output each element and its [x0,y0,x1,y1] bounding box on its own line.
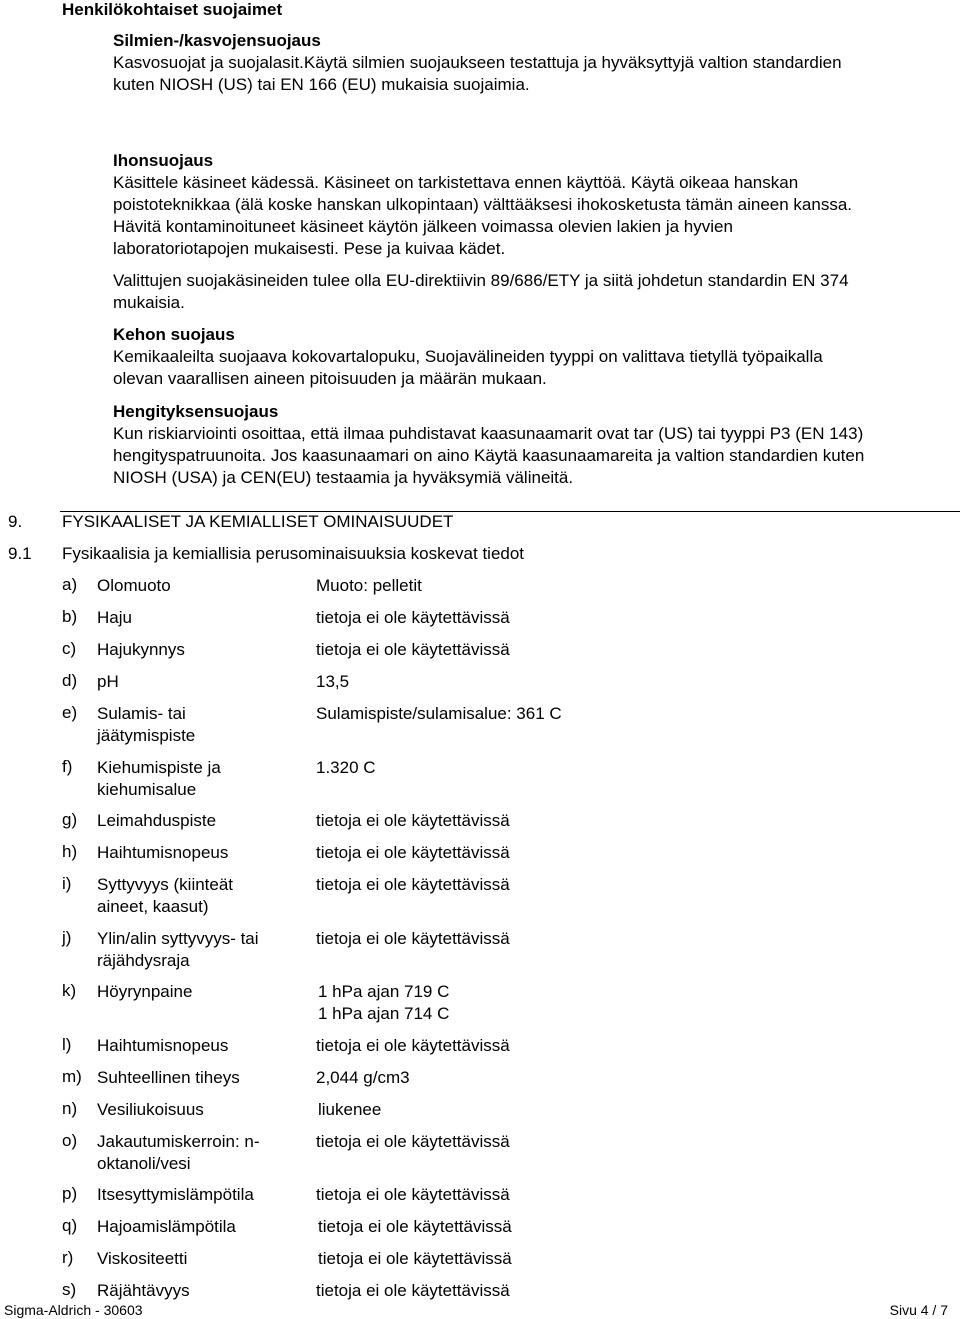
row-value: tietoja ei ole käytettävissä [316,640,510,659]
text-line: Käsittele käsineet kädessä. Käsineet on tarkistettava ennen käyttöä. Käytä oikeaa hanskan [113,173,799,192]
row-label: Jakautumiskerroin: n-oktanoli/vesi [97,1132,260,1173]
row-letter: g) [62,810,78,829]
row-letter: f) [62,757,73,776]
row-label: Syttyvyys (kiinteät aineet, kaasut) [97,875,234,916]
row-value: Muoto: pelletit [316,576,422,595]
row-label: Olomuoto [97,576,171,595]
text-line: Kasvosuojat ja suojalasit.Käytä silmien suojaukseen testattuja ja hyväksyttyjä valtion standardien [113,53,842,72]
footer-page-number: Sivu 4 / 7 [889,1302,948,1318]
row-label: Ylin/alin syttyvyys- tai räjähdysraja [97,929,259,970]
row-letter: l) [62,1035,72,1054]
row-value: tietoja ei ole käytettävissä [316,929,510,948]
row-label: Räjähtävyys [97,1281,190,1300]
subsection-number: 9.1 [8,544,32,563]
row-label: Suhteellinen tiheys [97,1068,240,1087]
row-letter: e) [62,703,78,722]
row-letter: k) [62,981,77,1000]
row-letter: m) [62,1067,82,1086]
row-label: Kiehumispiste ja kiehumisalue [97,758,221,799]
row-letter: c) [62,639,77,658]
row-label: pH [97,672,119,691]
text-line: laboratoriotapojen mukaisesti. Pese ja kuivaa kädet. [113,239,506,258]
text-line: hengityspatruunoita. Jos kaasunaamari on aino Käytä kaasunaamareita ja valtion standardien kuten [113,446,865,465]
row-value: tietoja ei ole käytettävissä [316,1185,510,1204]
row-value: tietoja ei ole käytettävissä [316,1281,510,1300]
row-letter: i) [62,874,72,893]
text-line: mukaisia. [113,293,185,312]
row-label: Höyrynpaine [97,982,193,1001]
row-label: Vesiliukoisuus [97,1100,204,1119]
row-value: tietoja ei ole käytettävissä [316,875,510,894]
row-letter: s) [62,1280,77,1299]
row-label: Hajukynnys [97,640,185,659]
row-letter: d) [62,671,78,690]
ppe-heading: Henkilökohtaiset suojaimet [62,0,283,19]
row-value: tietoja ei ole käytettävissä [316,608,510,627]
text-line: poistoteknikkaa (älä koske hanskan ulkopintaan) välttääksesi ihokosketusta tämän aineen kanssa. [113,195,852,214]
text-line: Valittujen suojakäsineiden tulee olla EU-direktiivin 89/686/ETY ja siitä johdetun standardin EN 374 [113,271,849,290]
row-value: tietoja ei ole käytettävissä [318,1217,512,1236]
row-letter: j) [62,928,72,947]
row-label: Hajoamislämpötila [97,1217,236,1236]
footer-document-id: Sigma-Aldrich - 30603 [4,1302,143,1318]
eye-protection-title: Silmien-/kasvojensuojaus [113,31,321,50]
row-value: liukenee [318,1100,382,1119]
row-value: tietoja ei ole käytettävissä [316,1036,510,1055]
text-line: NIOSH (USA) ja CEN(EU) testaamia ja hyväksymiä välineitä. [113,468,574,487]
respiratory-protection-title: Hengityksensuojaus [113,402,279,421]
row-value: 13,5 [316,672,350,691]
row-value: 1.320 C [316,758,376,777]
row-label: Itsesyttymislämpötila [97,1185,254,1204]
row-label: Viskositeetti [97,1249,188,1268]
row-label: Sulamis- tai jäätymispiste [97,704,196,745]
row-letter: h) [62,842,78,861]
row-letter: n) [62,1099,78,1118]
row-letter: p) [62,1184,78,1203]
skin-protection-title: Ihonsuojaus [113,151,214,170]
row-value: tietoja ei ole käytettävissä [316,843,510,862]
section-title: FYSIKAALISET JA KEMIALLISET OMINAISUUDET [62,512,454,531]
text-line: Kemikaaleilta suojaava kokovartalopuku, Suojavälineiden tyyppi on valittava tietyllä työpaikalla [113,347,823,366]
row-value: 1 hPa ajan 719 C [318,982,450,1001]
text-line: kuten NIOSH (US) tai EN 166 (EU) mukaisia suojaimia. [113,75,530,94]
body-protection-title: Kehon suojaus [113,325,235,344]
row-label: Haju [97,608,132,627]
subsection-title: Fysikaalisia ja kemiallisia perusominaisuuksia koskevat tiedot [62,544,525,563]
row-letter: o) [62,1131,78,1150]
row-value: 2,044 g/cm3 [316,1068,410,1087]
text-line: Kun riskiarviointi osoittaa, että ilmaa puhdistavat kaasunaamarit ovat tar (US) tai tyyppi P3 (EN 143) [113,424,864,443]
row-letter: b) [62,607,78,626]
row-letter: a) [62,575,78,594]
row-value: Sulamispiste/sulamisalue: 361 C [316,704,562,723]
row-letter: r) [62,1248,74,1267]
row-label: Haihtumisnopeus [97,1036,229,1055]
section-number: 9. [8,512,23,531]
row-value: tietoja ei ole käytettävissä [316,1132,510,1151]
row-value: tietoja ei ole käytettävissä [316,811,510,830]
row-letter: q) [62,1216,78,1235]
row-label: Leimahduspiste [97,811,217,830]
row-value: 1 hPa ajan 714 C [318,1004,450,1023]
row-value: tietoja ei ole käytettävissä [318,1249,512,1268]
text-line: Hävitä kontaminoituneet käsineet käytön jälkeen voimassa olevien lakien ja hyvien [113,217,733,236]
text-line: olevan vaarallisen aineen pitoisuuden ja määrän mukaan. [113,369,547,388]
row-label: Haihtumisnopeus [97,843,229,862]
